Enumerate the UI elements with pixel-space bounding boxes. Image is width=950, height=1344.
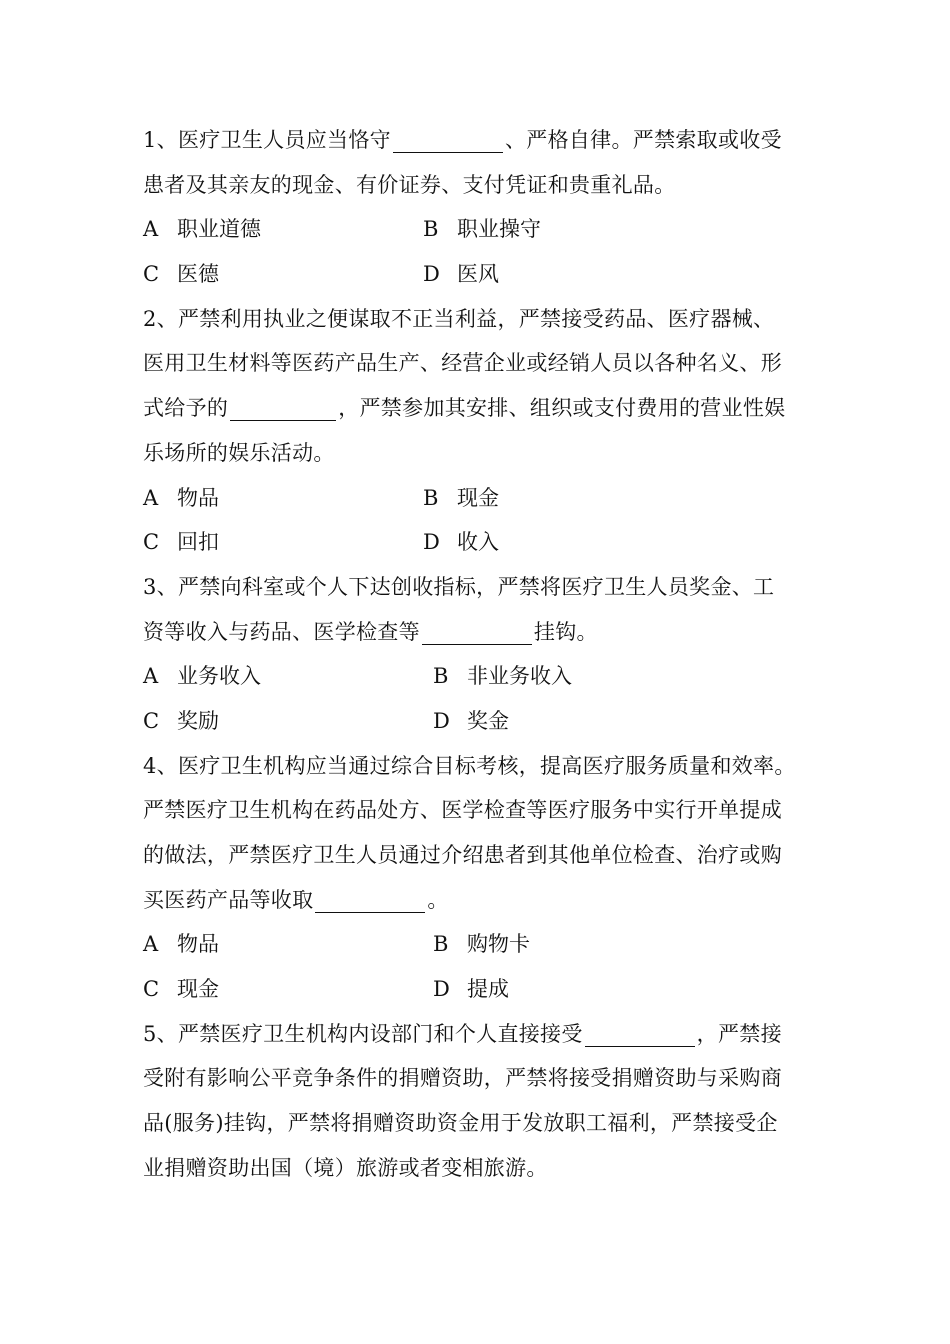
- option-row: [143, 476, 813, 521]
- option-b[interactable]: B 购物卡: [433, 932, 530, 957]
- option-row: [143, 699, 813, 744]
- question-text-line: 1、医疗卫生人员应当恪守 、严格自律。严禁索取或收受: [143, 118, 813, 163]
- option-a[interactable]: A 物品: [143, 932, 219, 957]
- document-page: [143, 118, 813, 1191]
- option-b[interactable]: B 非业务收入: [433, 664, 572, 689]
- question-text-line: 3、严禁向科室或个人下达创收指标，严禁将医疗卫生人员奖金、工: [143, 574, 775, 599]
- option-row: [143, 922, 813, 967]
- option-b[interactable]: B 职业操守: [423, 217, 541, 242]
- option-c[interactable]: C 回扣: [143, 530, 219, 555]
- question-text-line: 严禁医疗卫生机构在药品处方、医学检查等医疗服务中实行开单提成: [143, 798, 782, 823]
- answer-blank[interactable]: [393, 124, 503, 153]
- option-row: [143, 520, 813, 565]
- option-a[interactable]: A 职业道德: [143, 217, 261, 242]
- question-text-line: 品(服务)挂钩，严禁将捐赠资助资金用于发放职工福利，严禁接受企: [143, 1111, 778, 1136]
- option-c[interactable]: C 医德: [143, 262, 219, 287]
- question-2: [143, 297, 813, 565]
- question-text-line: 资等收入与药品、医学检查等 挂钩。: [143, 610, 813, 655]
- option-d[interactable]: D 提成: [433, 977, 509, 1002]
- option-d[interactable]: D 收入: [423, 530, 499, 555]
- question-1: [143, 118, 813, 297]
- option-d[interactable]: D 医风: [423, 262, 499, 287]
- option-c[interactable]: C 奖励: [143, 708, 219, 733]
- question-text-line: 医用卫生材料等医药产品生产、经营企业或经销人员以各种名义、形: [143, 351, 782, 376]
- question-5: [143, 1012, 813, 1191]
- option-a[interactable]: A 业务收入: [143, 664, 261, 689]
- answer-blank[interactable]: [315, 884, 425, 913]
- question-text-line: 式给予的 ，严禁参加其安排、组织或支付费用的营业性娱: [143, 386, 813, 431]
- question-3: [143, 565, 813, 744]
- option-d[interactable]: D 奖金: [433, 708, 509, 733]
- option-row: [143, 252, 813, 297]
- question-text-line: 买医药产品等收取 。: [143, 878, 813, 923]
- option-b[interactable]: B 现金: [423, 485, 499, 510]
- answer-blank[interactable]: [422, 616, 532, 645]
- question-text-line: 的做法，严禁医疗卫生人员通过介绍患者到其他单位检查、治疗或购: [143, 843, 782, 867]
- option-row: [143, 207, 813, 252]
- answer-blank[interactable]: [585, 1018, 695, 1047]
- question-text-line: 5、严禁医疗卫生机构内设部门和个人直接接受 ，严禁接: [143, 1012, 813, 1057]
- question-text-line: 患者及其亲友的现金、有价证券、支付凭证和贵重礼品。: [143, 172, 676, 197]
- question-text-line: 业捐赠资助出国（境）旅游或者变相旅游。: [143, 1155, 548, 1180]
- question-text-line: 4、医疗卫生机构应当通过综合目标考核，提高医疗服务质量和效率。: [143, 753, 796, 778]
- question-text-line: 乐场所的娱乐活动。: [143, 440, 335, 465]
- option-row: [143, 654, 813, 699]
- answer-blank[interactable]: [230, 392, 336, 421]
- question-text-line: 2、严禁利用执业之便谋取不正当利益，严禁接受药品、医疗器械、: [143, 306, 775, 331]
- option-row: [143, 967, 813, 1012]
- question-text-line: 受附有影响公平竞争条件的捐赠资助，严禁将接受捐赠资助与采购商: [143, 1066, 782, 1091]
- option-a[interactable]: A 物品: [143, 485, 219, 510]
- option-c[interactable]: C 现金: [143, 977, 219, 1002]
- question-4: [143, 744, 813, 1012]
